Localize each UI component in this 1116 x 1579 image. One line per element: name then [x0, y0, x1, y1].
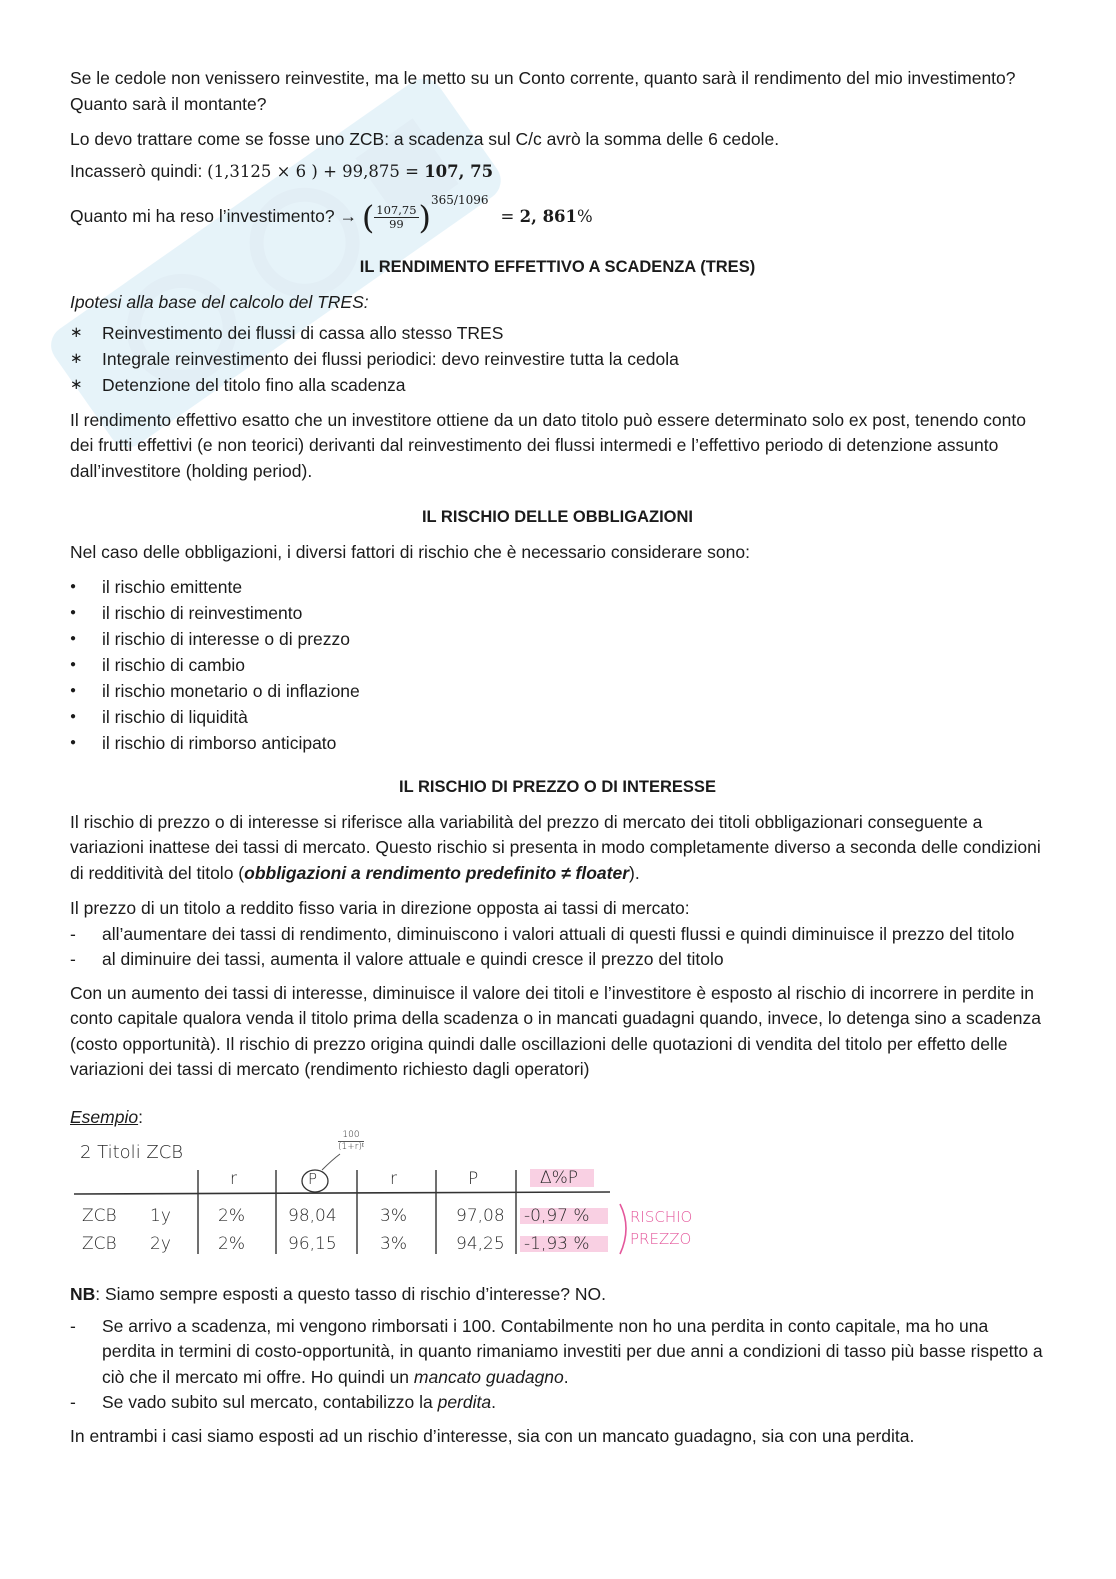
fraction-numerator: 107,75 — [376, 202, 417, 217]
list-item: - al diminuire dei tassi, aumenta il valore attuale e quindi cresce il prezzo del titolo — [70, 947, 1045, 973]
prezzo-paragraph-1 — [70, 810, 1045, 887]
incasso-line — [70, 159, 1045, 185]
reso-exponent: 365/1096 — [431, 193, 489, 207]
esempio-line — [70, 1105, 1045, 1131]
intro-question: Se le cedole non venissero reinvestite, ma le metto su un Conto corrente, quanto sarà il rendimento del mio investimento? Quanto sarà il montante? — [70, 68, 1016, 114]
row1-r1: 2% — [218, 1206, 245, 1226]
prezzo-p1-end: ). — [629, 862, 640, 883]
closing-paragraph: In entrambi i casi siamo esposti ad un rischio d’interesse, sia con un mancato guadagno, sia con una perdita. — [70, 1425, 915, 1446]
incasso-result: 107, 75 — [424, 161, 494, 181]
list-item: ● il rischio emittente — [70, 574, 1045, 600]
incasso-expression: (1,3125 × 6 ) + 99,875 = — [207, 161, 425, 181]
reso-percent: % — [577, 207, 593, 226]
prezzo-p1-start: Il rischio di prezzo o di interesse si riferisce alla variabilità del prezzo di mercato dei titoli obbligazionari conseguente a variazioni inattese dei tassi di mercato. Questo rischio si presenta in modo completamente diverso a seconda delle condizioni di redditività del titolo ( — [70, 811, 1041, 883]
list-item: - all’aumentare dei tassi di rendimento, diminuiscono i valori attuali di questi flussi e quindi diminuisce il prezzo del titolo — [70, 922, 1045, 948]
paren-open: ( — [361, 198, 375, 237]
row2-p2: 94,25 — [456, 1234, 505, 1254]
tres-paragraph: Il rendimento effettivo esatto che un investitore ottiene da un dato titolo può essere determinato solo ex post, tenendo conto dei frutti effettivi (e non teorici) derivanti dal reinvestimento dei flussi intermedi e l’effettivo periodo di detenzione assunto dall’investitore (holding period). — [70, 409, 1026, 481]
row2-p1: 96,15 — [288, 1234, 337, 1254]
row2-delta: -1,93 % — [524, 1234, 590, 1254]
list-item: ∗ Detenzione del titolo fino alla scadenza — [70, 372, 1045, 398]
list-item — [70, 1314, 1045, 1391]
reso-equals: = — [500, 207, 520, 226]
nb-dash-list — [70, 1314, 1045, 1416]
nb-dash2-italic: perdita — [437, 1392, 492, 1412]
list-item: ∗ Integrale reinvestimento dei flussi periodici: devo reinvestire tutta la cedola — [70, 346, 1045, 372]
list-item: ● il rischio di reinvestimento — [70, 600, 1045, 626]
tres-hypotheses-list — [70, 320, 1045, 398]
header-p2: P — [468, 1169, 479, 1189]
prezzo-dash-list — [70, 922, 1045, 973]
tres-hypotheses-title: Ipotesi alla base del calcolo del TRES: — [70, 292, 369, 312]
list-item — [70, 1390, 1045, 1416]
document-page — [70, 66, 1045, 1449]
prezzo-paragraph-2: Il prezzo di un titolo a reddito fisso varia in direzione opposta ai tassi di mercato: — [70, 898, 690, 918]
section-title-prezzo: IL RISCHIO DI PREZZO O DI INTERESSE — [399, 777, 716, 796]
hand-formula — [338, 1130, 364, 1153]
incasso-label: Incasserò quindi: — [70, 160, 208, 181]
nb-line — [70, 1282, 1045, 1308]
nb-dash1-end: . — [563, 1366, 569, 1387]
nb-dash2-start: Se vado subito sul mercato, contabilizzo la — [102, 1392, 438, 1412]
list-item: ∗ Reinvestimento dei flussi di cassa allo stesso TRES — [70, 320, 1045, 346]
rischio-intro: Nel caso delle obbligazioni, i diversi fattori di rischio che è necessario considerare sono: — [70, 542, 750, 562]
row1-label: ZCB — [82, 1206, 117, 1226]
reso-label: Quanto mi ha reso l’investimento? → — [70, 206, 362, 226]
esempio-label: Esempio — [70, 1106, 139, 1127]
nb-text: : Siamo sempre esposti a questo tasso di rischio d’interesse? NO. — [95, 1284, 606, 1304]
row1-delta: -0,97 % — [524, 1206, 590, 1226]
hand-title: 2 Titoli ZCB — [80, 1142, 184, 1163]
esempio-colon: : — [138, 1106, 143, 1127]
list-item: ● il rischio di cambio — [70, 652, 1045, 678]
reso-fraction — [374, 204, 418, 231]
hand-formula-num: 100 — [338, 1130, 364, 1142]
paren-close: ) — [418, 198, 432, 237]
hand-formula-den: (1+r)ᵗ — [338, 1142, 364, 1152]
nb-label: NB — [70, 1284, 96, 1304]
row2-label: ZCB — [82, 1234, 117, 1254]
section-title-rischio: IL RISCHIO DELLE OBBLIGAZIONI — [421, 508, 694, 526]
rischio-list — [70, 574, 1045, 756]
header-delta: Δ%P — [540, 1168, 579, 1188]
section-title-tres: IL RENDIMENTO EFFETTIVO A SCADENZA (TRES) — [359, 258, 756, 276]
list-item: ● il rischio di rimborso anticipato — [70, 730, 1045, 756]
row1-r2: 3% — [380, 1206, 407, 1226]
row1-term: 1y — [150, 1206, 171, 1226]
nb-dash1-italic: mancato guadagno — [413, 1366, 564, 1387]
zcb-line: Lo devo trattare come se fosse uno ZCB: a scadenza sul C/c avrò la somma delle 6 cedole. — [70, 129, 780, 149]
nb-dash1-start: Se arrivo a scadenza, mi vengono rimborsati i 100. Contabilmente non ho una perdita in conto capitale, ma ho una perdita in termini di costo-opportunità, in quanto rimaniamo investiti per due anni a condizioni di tasso più basse rispetto a ciò che il mercato mi offre. Ho quindi un — [102, 1315, 1043, 1387]
header-p1: P — [308, 1170, 318, 1188]
row1-p2: 97,08 — [456, 1206, 505, 1226]
reso-line — [70, 193, 1045, 238]
nb-dash2-end: . — [491, 1392, 496, 1412]
list-item: ● il rischio di liquidità — [70, 704, 1045, 730]
prezzo-paragraph-3: Con un aumento dei tassi di interesse, diminuisce il valore dei titoli e l’investitore è esposto al rischio di incorrere in perdite in conto capitale qualora venda il titolo prima della scadenza o in mancati guadagni quando, invece, lo detenga sino a scadenza (costo opportunità). Il rischio di prezzo origina quindi dalle oscillazioni delle quotazioni di vendita del titolo per effetto delle variazioni dei tassi di mercato (rendimento richiesto dagli operatori) — [70, 982, 1041, 1079]
row2-r1: 2% — [218, 1234, 245, 1254]
note-prezzo: PREZZO — [630, 1230, 692, 1248]
header-r2: r — [390, 1169, 397, 1189]
row2-r2: 3% — [380, 1234, 407, 1254]
reso-result: 2, 861 — [519, 207, 578, 226]
handwritten-table — [70, 1130, 730, 1266]
list-item: ● il rischio monetario o di inflazione — [70, 678, 1045, 704]
note-rischio: RISCHIO — [630, 1208, 693, 1226]
header-r1: r — [230, 1169, 237, 1189]
prezzo-p1-bold: obbligazioni a rendimento predefinito ≠ floater — [244, 862, 630, 883]
list-item: ● il rischio di interesse o di prezzo — [70, 626, 1045, 652]
fraction-denominator: 99 — [389, 216, 404, 231]
row1-p1: 98,04 — [288, 1206, 337, 1226]
row2-term: 2y — [150, 1234, 171, 1254]
